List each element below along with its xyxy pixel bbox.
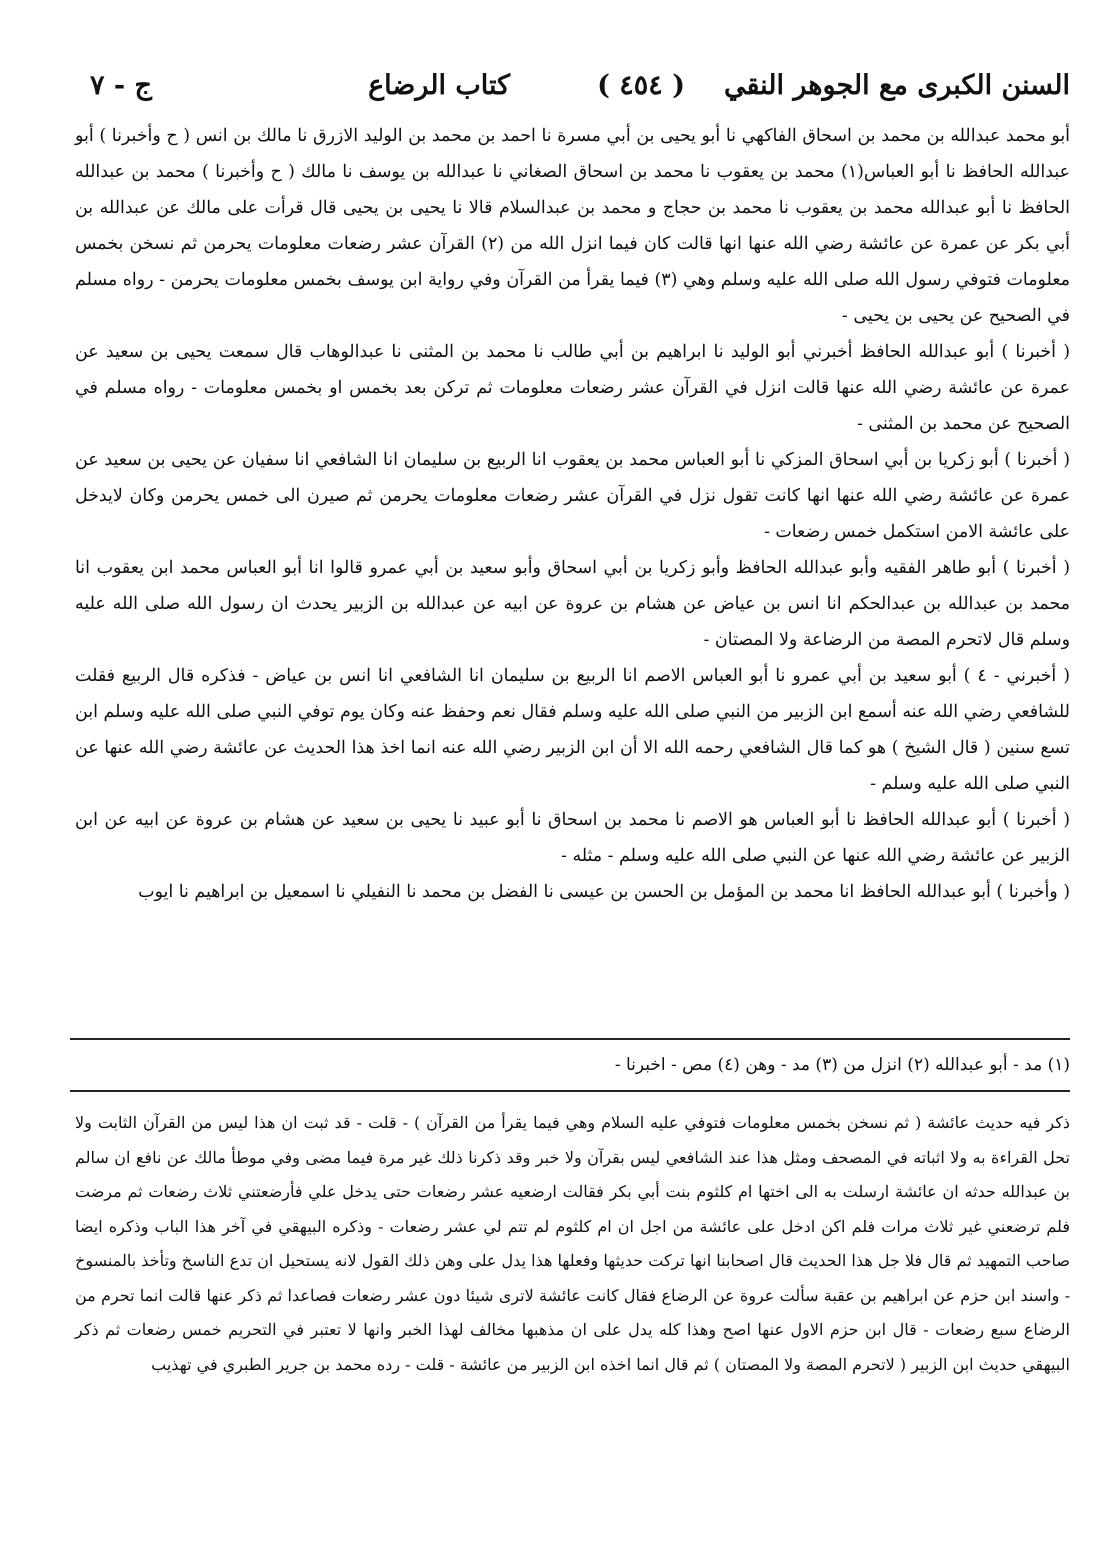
main-text <box>75 118 1070 910</box>
divider <box>70 1038 1070 1040</box>
paragraph: ( وأخبرنا ) أبو عبدالله الحافظ انا محمد بن المؤمل بن الحسن بن عيسى نا الفضل بن محمد نا النفيلي نا اسمعيل بن ابراهيم نا ايوب <box>138 882 1070 902</box>
page-header <box>70 64 1070 116</box>
page-number: ( ٤٥٤ ) <box>597 70 685 101</box>
paragraph: ( أخبرني - ٤ ) أبو سعيد بن أبي عمرو نا أبو العباس الاصم انا الربيع بن سليمان انا الشافعي انا انس بن عياض - فذكره قال الربيع فقلت للشافعي رضي الله عنه أسمع ابن الزبير من النبي صلى الله عليه وسلم فقال نعم وحفظ عنه وكان يوم توفي النبي صلى الله عليه وسلم ابن تسع سنين ( قال الشيخ ) هو كما قال الشافعي رحمه الله الا أن ابن الزبير رضي الله عنه انما اخذ هذا الحديث عن عائشة رضي الله عنها عن النبي صلى الله عليه وسلم - <box>75 666 1070 794</box>
paragraph: ( أخبرنا ) أبو عبدالله الحافظ نا أبو العباس هو الاصم نا محمد بن اسحاق نا أبو عبيد نا يحيى بن سعيد عن هشام بن عروة عن ابيه عن ابن الزبير عن عائشة رضي الله عنها عن النبي صلى الله عليه وسلم - مثله - <box>75 810 1070 866</box>
paragraph: ( أخبرنا ) أبو طاهر الفقيه وأبو عبدالله الحافظ وأبو زكريا بن أبي اسحاق وأبو سعيد بن أبي عمرو قالوا انا أبو العباس محمد ابن يعقوب انا محمد بن عبدالله بن عبدالحكم انا انس بن عياض عن هشام بن عروة عن ابيه عن عبدالله بن الزبير يحدث ان رسول الله صلى الله عليه وسلم قال لاتحرم المصة من الرضاعة ولا المصتان - <box>75 558 1070 650</box>
book-title: السنن الكبرى مع الجوهر النقي <box>723 70 1070 101</box>
volume-number: ج - ٧ <box>90 70 152 101</box>
chapter-title: كتاب الرضاع <box>368 70 510 101</box>
divider <box>70 1090 1070 1092</box>
commentary-paragraph: ذكر فيه حديث عائشة ( ثم نسخن بخمس معلومات فتوفي عليه السلام وهي فيما يقرأ من القرآن ) - قلت - قد ثبت ان هذا ليس من القرآن الثابت ولا تحل القراءة به ولا اثباته في المصحف ومثل هذا عند الشافعي ليس بقرآن ولا خبر وقد ذكرنا ذلك غير مرة فيما مضى وفي موطأ مالك عن نافع ان سالم بن عبدالله حدثه ان عائشة ارسلت به الى اختها ام كلثوم بنت أبي بكر فقالت ارضعيه عشر رضعات حتى يدخل علي فأرضعتني ثلاث رضعات ثم مرضت فلم ترضعني غير ثلاث مرات فلم اكن ادخل على عائشة من اجل ان ام كلثوم لم تتم لي عشر رضعات - وذكره البيهقي في آخر هذا الباب وذكره ايضا صاحب التمهيد ثم قال فلا جل هذا الحديث قال اصحابنا انها تركت حديثها وفعلها هذا يدل على وهن ذلك القول لانه يستحيل ان تدع الناسخ وتأخذ بالمنسوخ - واسند ابن حزم عن ابراهيم بن عقبة سألت عروة عن الرضاع فقال كانت عائشة لاترى شيئا دون عشر رضعات فصاعدا ثم ذكر عنها قالت انما تحرم من الرضاع سبع رضعات - قال ابن حزم الاول عنها اصح وهذا كله يدل على ان مذهبها مخالف لهذا الخبر وانها لا تعتبر في التحريم خمس رضعات ثم ذكر البيهقي حديث ابن الزبير ( لاتحرم المصة ولا المصتان ) ثم قال انما اخذه ابن الزبير من عائشة - قلت - رده محمد بن جرير الطبري في تهذيب <box>75 1113 1070 1374</box>
commentary-text <box>75 1106 1070 1382</box>
paragraph: أبو محمد عبدالله بن محمد بن اسحاق الفاكهي نا أبو يحيى بن أبي مسرة نا احمد بن محمد بن الوليد الازرق نا مالك بن انس ( ح وأخبرنا ) أبو عبدالله الحافظ نا أبو العباس(١) محمد بن يعقوب نا محمد بن اسحاق الصغاني نا عبدالله بن يوسف نا مالك ( ح وأخبرنا ) محمد بن عبدالله الحافظ نا أبو عبدالله محمد بن يعقوب نا محمد بن حجاج و محمد بن عبدالسلام قالا نا يحيى بن يحيى قال قرأت على مالك عن عبدالله بن أبي بكر عن عمرة عن عائشة رضي الله عنها انها قالت كان فيما انزل الله من (٢) القرآن عشر رضعات معلومات يحرمن ثم نسخن بخمس معلومات فتوفي رسول الله صلى الله عليه وسلم وهي (٣) فيما يقرأ من القرآن وفي رواية ابن يوسف بخمس معلومات يحرمن - رواه مسلم في الصحيح عن يحيى بن يحيى - <box>75 126 1070 326</box>
paragraph: ( أخبرنا ) أبو عبدالله الحافظ أخبرني أبو الوليد نا ابراهيم بن أبي طالب نا محمد بن المثنى نا عبدالوهاب قال سمعت يحيى بن سعيد عن عمرة عن عائشة رضي الله عنها قالت انزل في القرآن عشر رضعات معلومات ثم تركن بعد بخمس او بخمس معلومات - رواه مسلم في الصحيح عن محمد بن المثنى - <box>75 342 1070 434</box>
paragraph: ( أخبرنا ) أبو زكريا بن أبي اسحاق المزكي نا أبو العباس محمد بن يعقوب انا الربيع بن سليمان انا الشافعي انا سفيان عن يحيى بن سعيد عن عمرة عن عائشة رضي الله عنها انها كانت تقول نزل في القرآن عشر رضعات معلومات يحرمن ثم صيرن الى خمس يحرمن وكان لايدخل على عائشة الامن استكمل خمس رضعات - <box>75 450 1070 542</box>
footnotes: (١) مد - أبو عبدالله (٢) انزل من (٣) مد - وهن (٤) مص - اخبرنا - <box>614 1055 1070 1075</box>
